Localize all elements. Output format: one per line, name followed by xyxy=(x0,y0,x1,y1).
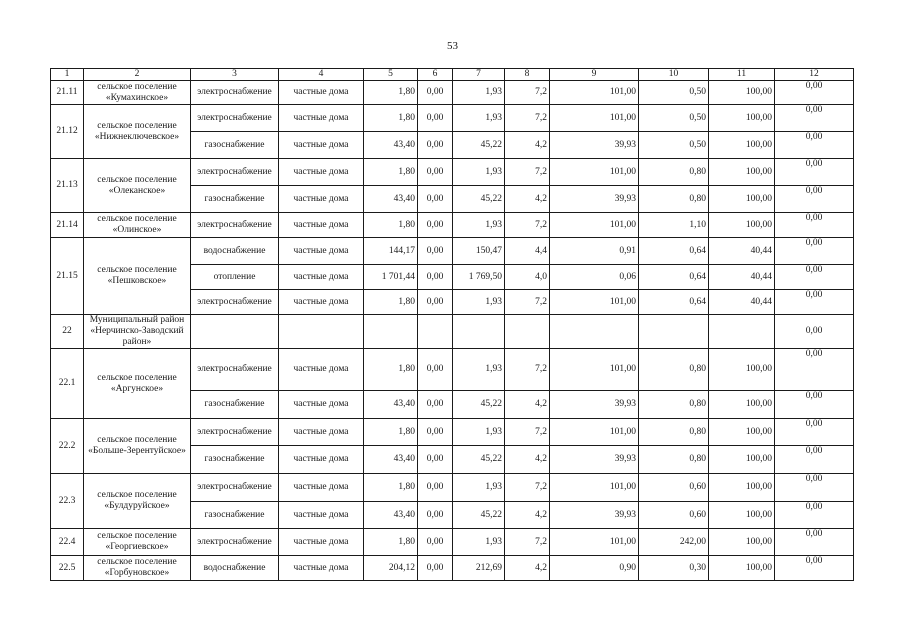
col-header-12: 12 xyxy=(775,69,854,81)
object-type: частные дома xyxy=(279,349,364,391)
table-row xyxy=(51,349,854,391)
settlement-name: сельское поселение «Больше-Зерентуйское» xyxy=(84,419,191,474)
cell-col11: 100,00 xyxy=(709,186,775,213)
cell-col11: 100,00 xyxy=(709,81,775,105)
row-number: 22.1 xyxy=(51,349,84,419)
cell-col12: 0,00 xyxy=(775,81,854,105)
cell-col12: 0,00 xyxy=(775,213,854,238)
cell-col9: 0,90 xyxy=(550,556,639,581)
cell-col7: 45,22 xyxy=(453,132,505,159)
cell-col10: 0,80 xyxy=(639,446,709,474)
cell-col7: 1,93 xyxy=(453,105,505,132)
cell-col10 xyxy=(639,315,709,349)
cell-col7: 45,22 xyxy=(453,502,505,529)
cell-col6: 0,00 xyxy=(418,105,453,132)
settlement-name: сельское поселение «Нижнеключевское» xyxy=(84,105,191,159)
cell-col9: 39,93 xyxy=(550,391,639,419)
cell-col6: 0,00 xyxy=(418,474,453,502)
cell-col11: 40,44 xyxy=(709,265,775,290)
cell-col5: 1,80 xyxy=(364,81,418,105)
object-type: частные дома xyxy=(279,105,364,132)
cell-col11 xyxy=(709,315,775,349)
cell-col9: 101,00 xyxy=(550,213,639,238)
object-type: частные дома xyxy=(279,556,364,581)
cell-col7: 45,22 xyxy=(453,446,505,474)
service-type: электроснабжение xyxy=(191,81,279,105)
row-number: 21.15 xyxy=(51,238,84,315)
cell-col11: 100,00 xyxy=(709,349,775,391)
cell-col9: 101,00 xyxy=(550,474,639,502)
cell-col10: 0,80 xyxy=(639,159,709,186)
col-header-11: 11 xyxy=(709,69,775,81)
cell-col11: 100,00 xyxy=(709,474,775,502)
cell-col12: 0,00 xyxy=(775,349,854,391)
cell-col7: 1,93 xyxy=(453,419,505,446)
cell-col7 xyxy=(453,315,505,349)
page-number: 53 xyxy=(447,40,458,52)
table-row xyxy=(51,556,854,581)
cell-col5: 43,40 xyxy=(364,391,418,419)
cell-col12: 0,00 xyxy=(775,391,854,419)
col-header-2: 2 xyxy=(84,69,191,81)
cell-col8: 4,0 xyxy=(505,265,550,290)
cell-col5: 43,40 xyxy=(364,132,418,159)
cell-col10: 0,50 xyxy=(639,132,709,159)
cell-col12: 0,00 xyxy=(775,446,854,474)
cell-col6: 0,00 xyxy=(418,502,453,529)
object-type: частные дома xyxy=(279,186,364,213)
tariff-table xyxy=(50,68,854,581)
cell-col9: 39,93 xyxy=(550,132,639,159)
cell-col8: 7,2 xyxy=(505,213,550,238)
cell-col7: 45,22 xyxy=(453,186,505,213)
cell-col7: 1,93 xyxy=(453,529,505,556)
object-type: частные дома xyxy=(279,391,364,419)
cell-col7: 1,93 xyxy=(453,474,505,502)
service-type xyxy=(191,315,279,349)
col-header-1: 1 xyxy=(51,69,84,81)
table-row xyxy=(51,474,854,502)
object-type: частные дома xyxy=(279,213,364,238)
cell-col6: 0,00 xyxy=(418,186,453,213)
cell-col7: 45,22 xyxy=(453,391,505,419)
cell-col8: 7,2 xyxy=(505,105,550,132)
cell-col9: 39,93 xyxy=(550,186,639,213)
cell-col11: 100,00 xyxy=(709,105,775,132)
cell-col10: 0,60 xyxy=(639,474,709,502)
cell-col12: 0,00 xyxy=(775,238,854,265)
table-row xyxy=(51,315,854,349)
cell-col6: 0,00 xyxy=(418,238,453,265)
cell-col6: 0,00 xyxy=(418,290,453,315)
row-number: 22.4 xyxy=(51,529,84,556)
service-type: электроснабжение xyxy=(191,105,279,132)
service-type: электроснабжение xyxy=(191,419,279,446)
cell-col9: 101,00 xyxy=(550,159,639,186)
table-row xyxy=(51,213,854,238)
cell-col9: 39,93 xyxy=(550,502,639,529)
cell-col9: 39,93 xyxy=(550,446,639,474)
cell-col8: 7,2 xyxy=(505,419,550,446)
cell-col10: 0,64 xyxy=(639,238,709,265)
cell-col10: 0,50 xyxy=(639,105,709,132)
cell-col9 xyxy=(550,315,639,349)
col-header-10: 10 xyxy=(639,69,709,81)
object-type: частные дома xyxy=(279,529,364,556)
cell-col10: 0,50 xyxy=(639,81,709,105)
cell-col9: 101,00 xyxy=(550,105,639,132)
cell-col6: 0,00 xyxy=(418,349,453,391)
table-row xyxy=(51,238,854,265)
service-type: водоснабжение xyxy=(191,238,279,265)
service-type: газоснабжение xyxy=(191,502,279,529)
cell-col12: 0,00 xyxy=(775,159,854,186)
cell-col12: 0,00 xyxy=(775,315,854,349)
settlement-name: сельское поселение «Георгиевское» xyxy=(84,529,191,556)
cell-col6: 0,00 xyxy=(418,132,453,159)
cell-col5: 1,80 xyxy=(364,419,418,446)
cell-col8: 7,2 xyxy=(505,349,550,391)
col-header-5: 5 xyxy=(364,69,418,81)
cell-col8: 4,2 xyxy=(505,391,550,419)
cell-col12: 0,00 xyxy=(775,502,854,529)
cell-col8: 7,2 xyxy=(505,290,550,315)
cell-col6: 0,00 xyxy=(418,391,453,419)
cell-col10: 242,00 xyxy=(639,529,709,556)
cell-col6: 0,00 xyxy=(418,213,453,238)
cell-col10: 1,10 xyxy=(639,213,709,238)
table-row xyxy=(51,529,854,556)
cell-col12: 0,00 xyxy=(775,132,854,159)
cell-col5 xyxy=(364,315,418,349)
cell-col5: 144,17 xyxy=(364,238,418,265)
cell-col6: 0,00 xyxy=(418,446,453,474)
cell-col12: 0,00 xyxy=(775,474,854,502)
cell-col8: 7,2 xyxy=(505,81,550,105)
cell-col9: 0,06 xyxy=(550,265,639,290)
cell-col11: 40,44 xyxy=(709,290,775,315)
col-header-9: 9 xyxy=(550,69,639,81)
row-number: 21.12 xyxy=(51,105,84,159)
object-type: частные дома xyxy=(279,81,364,105)
cell-col12: 0,00 xyxy=(775,419,854,446)
header-row xyxy=(51,69,854,81)
object-type: частные дома xyxy=(279,290,364,315)
row-number: 21.14 xyxy=(51,213,84,238)
object-type: частные дома xyxy=(279,159,364,186)
cell-col6: 0,00 xyxy=(418,81,453,105)
cell-col10: 0,80 xyxy=(639,349,709,391)
cell-col5: 43,40 xyxy=(364,502,418,529)
cell-col10: 0,64 xyxy=(639,290,709,315)
table-row xyxy=(51,81,854,105)
cell-col12: 0,00 xyxy=(775,529,854,556)
settlement-name: сельское поселение «Кумахинское» xyxy=(84,81,191,105)
object-type: частные дома xyxy=(279,502,364,529)
cell-col11: 100,00 xyxy=(709,529,775,556)
cell-col11: 100,00 xyxy=(709,391,775,419)
cell-col7: 150,47 xyxy=(453,238,505,265)
cell-col9: 101,00 xyxy=(550,81,639,105)
cell-col7: 1,93 xyxy=(453,159,505,186)
cell-col6: 0,00 xyxy=(418,556,453,581)
cell-col11: 40,44 xyxy=(709,238,775,265)
cell-col7: 1,93 xyxy=(453,349,505,391)
table-body xyxy=(51,69,854,581)
cell-col9: 101,00 xyxy=(550,529,639,556)
service-type: электроснабжение xyxy=(191,349,279,391)
cell-col8: 7,2 xyxy=(505,474,550,502)
cell-col11: 100,00 xyxy=(709,556,775,581)
service-type: электроснабжение xyxy=(191,290,279,315)
cell-col6: 0,00 xyxy=(418,159,453,186)
cell-col8: 4,2 xyxy=(505,186,550,213)
cell-col6 xyxy=(418,315,453,349)
cell-col10: 0,80 xyxy=(639,391,709,419)
cell-col5: 204,12 xyxy=(364,556,418,581)
settlement-name: сельское поселение «Олинское» xyxy=(84,213,191,238)
cell-col8: 7,2 xyxy=(505,529,550,556)
object-type: частные дома xyxy=(279,446,364,474)
cell-col8: 7,2 xyxy=(505,159,550,186)
cell-col10: 0,30 xyxy=(639,556,709,581)
cell-col5: 1,80 xyxy=(364,290,418,315)
service-type: электроснабжение xyxy=(191,159,279,186)
cell-col12: 0,00 xyxy=(775,265,854,290)
service-type: газоснабжение xyxy=(191,186,279,213)
cell-col7: 212,69 xyxy=(453,556,505,581)
cell-col9: 101,00 xyxy=(550,290,639,315)
service-type: газоснабжение xyxy=(191,391,279,419)
row-number: 21.13 xyxy=(51,159,84,213)
col-header-8: 8 xyxy=(505,69,550,81)
cell-col11: 100,00 xyxy=(709,159,775,186)
col-header-4: 4 xyxy=(279,69,364,81)
cell-col11: 100,00 xyxy=(709,446,775,474)
cell-col7: 1 769,50 xyxy=(453,265,505,290)
object-type: частные дома xyxy=(279,474,364,502)
col-header-3: 3 xyxy=(191,69,279,81)
cell-col12: 0,00 xyxy=(775,290,854,315)
cell-col10: 0,60 xyxy=(639,502,709,529)
cell-col8: 4,2 xyxy=(505,446,550,474)
settlement-name: сельское поселение «Горбуновское» xyxy=(84,556,191,581)
cell-col12: 0,00 xyxy=(775,186,854,213)
cell-col8: 4,2 xyxy=(505,132,550,159)
table-row xyxy=(51,419,854,446)
cell-col12: 0,00 xyxy=(775,556,854,581)
cell-col8 xyxy=(505,315,550,349)
object-type: частные дома xyxy=(279,132,364,159)
cell-col7: 1,93 xyxy=(453,213,505,238)
settlement-name: Муниципальный район «Нерчинско-Заводский район» xyxy=(84,315,191,349)
cell-col11: 100,00 xyxy=(709,213,775,238)
cell-col5: 43,40 xyxy=(364,446,418,474)
table-row xyxy=(51,159,854,186)
cell-col5: 1,80 xyxy=(364,349,418,391)
settlement-name: сельское поселение «Булдуруйское» xyxy=(84,474,191,529)
col-header-7: 7 xyxy=(453,69,505,81)
cell-col6: 0,00 xyxy=(418,419,453,446)
cell-col5: 1,80 xyxy=(364,105,418,132)
cell-col9: 0,91 xyxy=(550,238,639,265)
service-type: электроснабжение xyxy=(191,474,279,502)
cell-col5: 1,80 xyxy=(364,529,418,556)
cell-col8: 4,2 xyxy=(505,556,550,581)
cell-col11: 100,00 xyxy=(709,419,775,446)
service-type: газоснабжение xyxy=(191,446,279,474)
cell-col5: 1,80 xyxy=(364,159,418,186)
row-number: 22 xyxy=(51,315,84,349)
object-type: частные дома xyxy=(279,238,364,265)
settlement-name: сельское поселение «Аргунское» xyxy=(84,349,191,419)
cell-col6: 0,00 xyxy=(418,265,453,290)
col-header-6: 6 xyxy=(418,69,453,81)
row-number: 21.11 xyxy=(51,81,84,105)
cell-col9: 101,00 xyxy=(550,419,639,446)
service-type: водоснабжение xyxy=(191,556,279,581)
cell-col7: 1,93 xyxy=(453,290,505,315)
cell-col5: 43,40 xyxy=(364,186,418,213)
object-type: частные дома xyxy=(279,419,364,446)
cell-col10: 0,64 xyxy=(639,265,709,290)
settlement-name: сельское поселение «Пешковское» xyxy=(84,238,191,315)
cell-col8: 4,4 xyxy=(505,238,550,265)
cell-col11: 100,00 xyxy=(709,132,775,159)
cell-col11: 100,00 xyxy=(709,502,775,529)
cell-col5: 1,80 xyxy=(364,213,418,238)
cell-col5: 1 701,44 xyxy=(364,265,418,290)
cell-col8: 4,2 xyxy=(505,502,550,529)
cell-col12: 0,00 xyxy=(775,105,854,132)
row-number: 22.2 xyxy=(51,419,84,474)
object-type xyxy=(279,315,364,349)
cell-col7: 1,93 xyxy=(453,81,505,105)
cell-col5: 1,80 xyxy=(364,474,418,502)
service-type: газоснабжение xyxy=(191,132,279,159)
service-type: отопление xyxy=(191,265,279,290)
cell-col9: 101,00 xyxy=(550,349,639,391)
service-type: электроснабжение xyxy=(191,213,279,238)
row-number: 22.5 xyxy=(51,556,84,581)
settlement-name: сельское поселение «Олеканское» xyxy=(84,159,191,213)
cell-col10: 0,80 xyxy=(639,419,709,446)
cell-col10: 0,80 xyxy=(639,186,709,213)
row-number: 22.3 xyxy=(51,474,84,529)
table-row xyxy=(51,105,854,132)
object-type: частные дома xyxy=(279,265,364,290)
cell-col6: 0,00 xyxy=(418,529,453,556)
service-type: электроснабжение xyxy=(191,529,279,556)
